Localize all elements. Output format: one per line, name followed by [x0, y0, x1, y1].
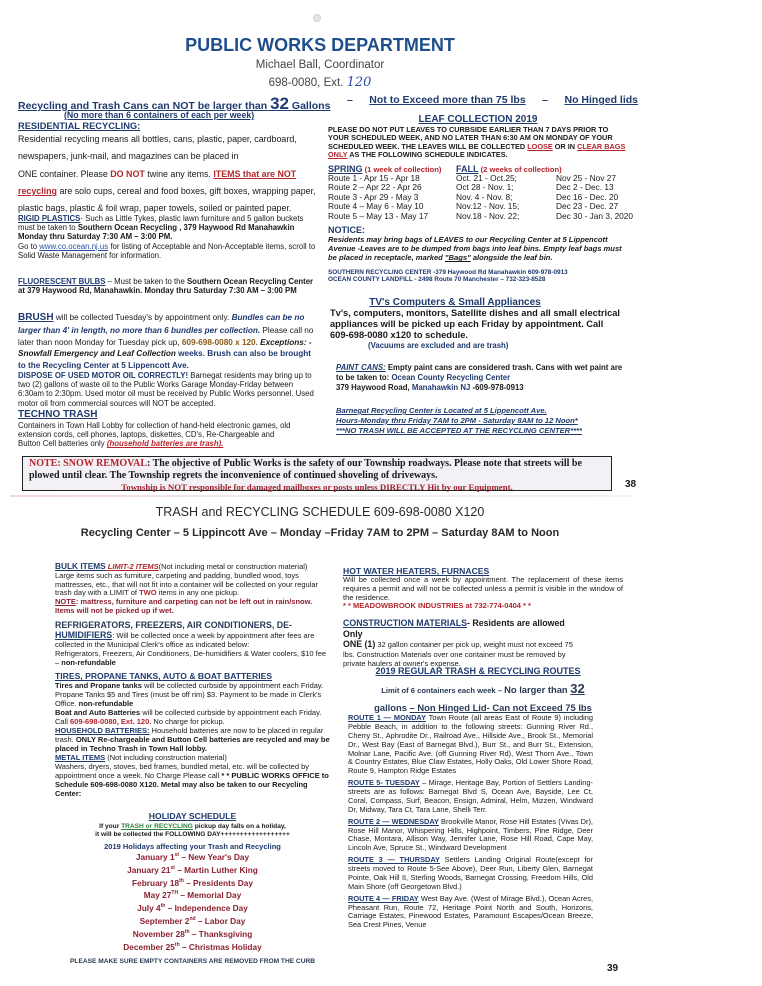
- recycling-emphasis: recycling: [18, 186, 57, 197]
- text-bold: Tires and Propane tanks: [55, 681, 142, 691]
- text: – Must be taken to the: [105, 277, 187, 286]
- motor-oil-heading: DISPOSE OF USED MOTOR OIL CORRECTLY!: [18, 371, 189, 380]
- construction-materials-section: [343, 618, 583, 668]
- text: Containers in Town Hall Lobby for collection of hand-held electronic games, old extension cords, cell phones, laptops, diskettes, CD's, Re-Chargeable and Button Cell batteries only: [18, 420, 291, 449]
- barnegat-recycling-center-info: [336, 406, 636, 436]
- text: OR IN: [552, 141, 578, 151]
- table-cell: Nov.12 - Nov. 15;: [456, 201, 520, 212]
- table-cell: Dec 30 - Jan 3, 2020: [556, 210, 634, 221]
- leaf-collection-section: [328, 114, 634, 283]
- snow-label: NOTE: SNOW REMOVAL: [29, 458, 147, 469]
- holiday-name: – Martin Luther King: [174, 864, 258, 875]
- weight-limit: Not to Exceed more than 75 lbs: [369, 94, 526, 106]
- text: Please call no later than noon Monday for Tuesday pick up,: [18, 326, 314, 347]
- text: will be collected Tuesday's by appointment only.: [53, 313, 232, 322]
- table-cell: Nov.18 - Nov. 22;: [456, 210, 520, 221]
- fall-note: (2 weeks of collection): [478, 164, 562, 174]
- bags-label: "Bags": [444, 253, 471, 263]
- tv-appliances-section: [330, 297, 620, 350]
- landfill-contact: OCEAN COUNTY LANDFILL - 2498 Route 70 Manchester – 732-323-8528: [328, 275, 546, 283]
- leaf-schedule-table: [328, 172, 634, 222]
- vacuum-note: (Vacuums are excluded and are trash): [368, 340, 509, 350]
- holiday-item: [55, 889, 330, 902]
- tires-phone: 609-698-0080, Ext. 120.: [70, 717, 152, 727]
- items-not-emphasis: ITEMS that are NOT: [213, 168, 297, 179]
- text-bold: Southern Ocean Recycling , 379 Haywood Rd Manahawkin Monday thru Saturday 7:30 AM – 3:00 PM.: [18, 223, 295, 242]
- motor-oil-section: [18, 371, 318, 408]
- construction-heading: CONSTRUCTION MATERIALS: [343, 618, 467, 628]
- holiday-name: – Memorial Day: [178, 890, 242, 901]
- text-italic: Bundles can be no larger than 4' in length, no more than 6 bundles per collection.: [18, 313, 305, 336]
- tires-batteries-section: [55, 671, 330, 798]
- text: - Such as Little Tykes, plastic lawn furniture and 5 gallon buckets must be taken to: [18, 214, 304, 233]
- snow-main: [29, 458, 605, 482]
- route-label: ROUTE 4 — FRIDAY: [348, 893, 419, 903]
- holiday-item: [55, 851, 330, 864]
- routes-list: [348, 714, 593, 930]
- holiday-schedule-section: [55, 811, 330, 965]
- metal-heading: METAL ITEMS: [55, 753, 106, 763]
- text: Washers, dryers, stoves, bed frames, bundled metal, etc. will be collected by appointment once a week. No Charge Please call: [55, 762, 310, 781]
- rigid-plastics-section: [18, 214, 318, 260]
- techno-trash-section: [18, 409, 298, 448]
- table-cell: Route 4 – May 6 - May 10: [328, 201, 424, 212]
- table-cell: Route 1 - Apr 15 - Apr 18: [328, 172, 420, 183]
- page-title: PUBLIC WORKS DEPARTMENT: [185, 35, 455, 55]
- text: Limit of 6 containers each week –: [381, 686, 505, 695]
- snow-disclaimer: Township is NOT responsible for damaged mailboxes or posts unless DIRECTLY Hit by our Equipment.: [121, 482, 513, 492]
- text: AS THE FOLLOWING SCHEDULE INDICATES.: [347, 150, 508, 160]
- text-bold: weeks. Brush can also be brought to the Recycling Center at 5 Lippencott Ave.: [18, 349, 312, 371]
- southern-recycling-contact: SOUTHERN RECYCLING CENTER -379 Haywood Rd Manahawkin 609-978-0913: [328, 268, 568, 276]
- rigid-heading: RIGID PLASTICS: [18, 214, 81, 223]
- ordinal: nd: [189, 916, 196, 923]
- text: Large items such as furniture, carpeting and padding, bundled wood, toys mattresses, etc., that will not fit into a container will be collected on your regular trash day with a LIMIT of: [55, 570, 319, 598]
- text: Household batteries are now to be placed in regular trash.: [55, 726, 324, 745]
- notice-body: [328, 235, 628, 262]
- containers-note: (No more than 6 containers of each per week): [64, 110, 255, 120]
- holiday-item: [55, 915, 330, 928]
- ordinal: th: [179, 877, 184, 884]
- residential-line: newspapers, junk-mail, and magazines can be placed in: [18, 151, 239, 162]
- holiday-name: – New Year's Day: [179, 851, 250, 862]
- holiday-heading: HOLIDAY SCHEDULE: [148, 811, 237, 821]
- route-item: [348, 895, 593, 931]
- brush-phone: 609-698-0080 x 120.: [181, 337, 258, 347]
- meadowbrook-contact: * * MEADOWBROOK INDUSTRIES at 732-774-0404 * *: [343, 601, 531, 611]
- text: 379 Haywood Road,: [336, 383, 412, 393]
- residential-line: plastic bags, plastic & foil wrap, paper towels, soiled or painted paper.: [18, 203, 292, 214]
- schedule-subtitle: Recycling Center – 5 Lippincott Ave – Monday –Friday 7AM to 2PM – Saturday 8AM to Noon: [80, 527, 560, 539]
- table-cell: Route 2 – Apr 22 - Apr 26: [328, 182, 422, 193]
- schedule-title: TRASH and RECYCLING SCHEDULE 609-698-0080 X120: [155, 505, 485, 519]
- text: ONE container. Please: [18, 168, 111, 179]
- text: No charge for pickup.: [151, 717, 225, 727]
- coordinator-name: Michael Ball, Coordinator: [255, 59, 385, 71]
- residential-line: Residential recycling means all bottles, cans, plastic, paper, cardboard,: [18, 134, 297, 144]
- size-limit-text: Recycling and Trash Cans can NOT be larger than: [18, 100, 268, 112]
- text: Residents may bring bags of LEAVES to our Recycling Center at 5 Lippencott Avenue -Leaves are to be dumped from bags into leaf bins. Empty leaf bags must be placed in receptacle, marked: [328, 235, 622, 263]
- fluorescent-heading: FLUORESCENT BULBS: [18, 277, 106, 286]
- holiday-name: – Thanksgiving: [189, 928, 253, 939]
- tv-body: Tv's, computers, monitors, Satellite dishes and all small electrical appliances will be picked up each Friday by appointment. Call 609-698-0080 x120 to schedule.: [330, 308, 621, 340]
- snow-removal-notice: [22, 456, 612, 491]
- routes-heading: 2019 REGULAR TRASH & RECYCLING ROUTES: [375, 666, 581, 676]
- text: : Will be collected once a week by appointment after fees are collected in the Municipal Clerk's office as indicated below:: [55, 631, 315, 650]
- route-label: ROUTE 5- TUESDAY: [348, 778, 420, 788]
- text: No larger than: [504, 684, 571, 695]
- table-cell: Nov. 4 - Nov. 8;: [456, 191, 513, 202]
- text-italic: Exceptions: - Snowfall Emergency and Leaf Collection: [18, 337, 312, 359]
- residential-line: [18, 183, 318, 200]
- handwritten-extension: 120: [346, 75, 372, 90]
- clear-bags-emphasis: CLEAR BAGS ONLY: [328, 141, 626, 160]
- text: it will be collected the FOLLOWING DAY++++++++++++++++++: [95, 830, 290, 838]
- holiday-item: [55, 877, 330, 890]
- text: PLEASE DO NOT PUT LEAVES TO CURBSIDE EARLIER THAN 7 DAYS PRIOR TO YOUR SCHEDULED WEEK, AND NO LATER THAN 6:30 AM ON MONDAY OF YOUR SCHEDULED WEEK. THE LEAVES WILL BE COLLECTED: [328, 125, 613, 151]
- note-label: NOTE: [55, 597, 76, 607]
- table-cell: Oct. 21 - Oct.25;: [456, 172, 517, 183]
- spring-note: (1 week of collection): [362, 164, 442, 174]
- paint-heading: PAINT CANS:: [336, 363, 386, 372]
- route-item: [348, 856, 593, 892]
- holiday-rule: [55, 823, 330, 839]
- gallons-number: 32: [270, 94, 289, 113]
- ordinal: th: [184, 929, 190, 936]
- leaf-heading: LEAF COLLECTION 2019: [418, 114, 538, 125]
- page-divider: [10, 495, 630, 497]
- center-hours: Hours-Monday thru Friday 7AM to 2PM - Saturday 8AM to 12 Noon*: [336, 415, 578, 425]
- holiday-item: [55, 864, 330, 877]
- route-label: ROUTE 3 — THURSDAY: [348, 855, 440, 865]
- text: Empty paint cans are considered trash. Cans with wet paint are to be taken to:: [336, 363, 623, 383]
- routes-section: [343, 666, 623, 715]
- tv-heading: TV's Computers & Small Appliances: [369, 297, 541, 308]
- holiday-item: [55, 902, 330, 915]
- text: alongside the leaf bin.: [470, 253, 553, 263]
- separator-dash: –: [542, 94, 548, 106]
- text: Will be collected once a week by appointment. The replacement of these items requires a permit and will not be collected unless a permit is visible in the window of the residence.: [343, 575, 623, 602]
- route-streets: – Mirage, Heritage Bay, Portion of Settlers Landing-streets are as follows: Barnegat Blvd S, Ocean Ave, Bayside, Lee Ct, Coral, Compass, Surf, Beacon, Ensign, Admiral, Helm, Mizzen, Windward Dr, Midway, Tara Ct, Tara Lane, Shelli Terr.: [348, 778, 593, 814]
- holiday-date: February 18: [132, 877, 180, 888]
- fall-label: FALL: [456, 163, 479, 174]
- text-bold: * * PUBLIC WORKS OFFICE to Schedule 609-698-0080 X120. Metal may also be taken to our Recycling Center:: [55, 771, 329, 799]
- holiday-name: – Independence Day: [165, 903, 248, 914]
- holiday-date: December 25: [123, 941, 175, 952]
- route-item: [348, 779, 593, 815]
- route-streets: Settlers Landing Original Route(except for streets moved to Route 5-See Above), Deer Run, Liberty Glen, Barnegat Pointe, Oak Hill II, Sterling Woods, Barnegat Crossing, Freedom Hills, Old Main Shore (off Georgetown Blvd.): [348, 855, 593, 891]
- center-location: Barnegat Recycling Center is Located at 5 Lippencott Ave.: [336, 406, 547, 415]
- text: -609-978-0913: [470, 383, 524, 393]
- punch-hole-mark: [313, 14, 321, 22]
- hot-water-heaters-section: [343, 566, 623, 611]
- text-bold: - Residents are allowed Only: [343, 618, 565, 639]
- coordinator-phone: [0, 75, 640, 90]
- text-bold: Southern Ocean Recycling Center at 379 Haywood Rd, Manahawkin. Monday thru Saturday 7:30 AM – 3:00 PM: [18, 277, 314, 296]
- bulk-heading: BULK ITEMS: [55, 561, 106, 571]
- route-streets: Brookville Manor, Rose Hill Estates (Vivas Dr), Rose Hill Manor, Whispering Hills, Highpoint, Timbers, Pine Ridge, Deer Chase, Montara, Allison Way, Jennifer Lane, Rose Hill Road, Cape May, Lincoln Ave, Spruce St., Windward Development: [348, 816, 593, 853]
- holiday-item: [55, 941, 330, 954]
- holiday-name: – Presidents Day: [183, 877, 253, 888]
- spring-label: SPRING: [328, 163, 363, 174]
- holiday-name: – Labor Day: [195, 916, 246, 927]
- holiday-date: January 1: [135, 851, 175, 862]
- tires-heading: TIRES, PROPANE TANKS, AUTO & BOAT BATTERIES: [55, 671, 273, 681]
- fridge-heading-2: HUMIDIFIERS: [55, 630, 113, 641]
- snow-text: : The objective of Public Works is the safety of our Township roadways. Please note that streets will be plowed until clear. The Township regrets the inconvenience of continued shoveling of driveways.: [29, 458, 582, 481]
- brush-heading: BRUSH: [18, 312, 54, 323]
- holiday-item: [55, 928, 330, 941]
- no-trash-notice: ***NO TRASH WILL BE ACCEPTED AT THE RECYCLING CENTER****: [336, 425, 582, 435]
- ordinal: th: [174, 942, 180, 949]
- text: are solo cups, cereal and food boxes, gift boxes, wrapping paper,: [56, 186, 316, 197]
- note-text: : mattress, furniture and carpeting can not be left out in rain/snow. Items will not be picked up if wet.: [55, 597, 313, 615]
- route-item: [348, 818, 593, 854]
- table-cell: Route 3 - Apr 29 - May 3: [328, 191, 419, 202]
- text-bold: non-refundable: [78, 699, 134, 709]
- text: (Not including metal or construction material): [158, 562, 308, 571]
- residential-body: [18, 131, 318, 218]
- refrigerators-section: [55, 620, 330, 667]
- leaf-instructions: [328, 126, 628, 160]
- text: for listing of Acceptable and Non-Acceptable items, scroll to Solid Waste Management for information.: [18, 241, 316, 260]
- table-cell: Dec 2 - Dec. 13: [556, 182, 614, 193]
- text: twine any items.: [144, 168, 214, 179]
- residential-heading: RESIDENTIAL RECYCLING:: [18, 121, 141, 131]
- text: (Not including construction material): [105, 753, 227, 763]
- lid-rule: No Hinged lids: [564, 94, 638, 106]
- text: 32 gallon container per pick up, weight must not exceed 75 lbs. Construction Materials over one container must be removed by private haulers at owner's expense.: [343, 640, 573, 668]
- ordinal: th: [160, 903, 166, 910]
- route-streets: West Bay Ave. (West of Mirage Blvd.), Ocean Acres, Pheasant Run, Route 72, Heritage Point North and South, Horizons, Carriage Estates, Pinewood Estates, Paramount Escapes/Ocean Breeze, Sea Crest Pines, Venue: [348, 893, 593, 930]
- household-heading: HOUSEHOLD BATTERIES:: [55, 726, 150, 736]
- table-cell: Dec 16 - Dec. 20: [556, 191, 619, 202]
- recycling-center-name: Ocean County Recycling Center: [391, 373, 511, 383]
- loose-emphasis: LOOSE: [527, 141, 553, 151]
- fluorescent-bulbs-section: [18, 277, 318, 295]
- route-streets: Town Route (all areas East of Route 9) including Pebble Beach, in addition to the following streets: Gunning River Rd., Cherry St., Aphrodite Dr., Railroad Ave., Hillside Ave., Brook St., Memorial Dr., West Bay (East of Barnegat Blvd.), Burr St., and Burr St., Extension, Molnar Lane, Pacific Ave. (off Gunning River Rd), West Thorn Ave., Town & Country Estates, Blue Claw Estates, Holly Oaks, Old Lower Shore Road, Route 9, Hampton Ridge Estates: [348, 713, 593, 776]
- text: will be collected curbside by appointment each Friday. Call: [55, 708, 322, 727]
- holiday-name: – Christmas Holiday: [179, 941, 262, 952]
- separator-dash: –: [346, 94, 353, 106]
- text: pickup day falls on a holiday,: [192, 823, 286, 830]
- page-number-39: 39: [607, 963, 619, 974]
- paint-cans-section: [336, 363, 626, 393]
- gallons-label: Gallons: [291, 100, 331, 112]
- text: – Non Hinged Lid- Can not Exceed 75 lbs: [409, 701, 592, 713]
- containers-removal-footer: PLEASE MAKE SURE EMPTY CONTAINERS ARE REMOVED FROM THE CURB: [70, 957, 315, 965]
- text: items in any one pickup.: [156, 588, 240, 598]
- ordinal: TH: [171, 890, 179, 897]
- holiday-date: January 21: [127, 864, 171, 875]
- text-bold: ONLY Re-chargeable and Button Cell batteries are recycled and may be placed in Techno Trash in Town Hall lobby.: [55, 735, 330, 754]
- text: will be collected curbside by appointment each Friday. Propane Tanks $5 and Tires (must be off rim) $3. Payment to be made in Clerk's Office.: [55, 681, 324, 709]
- notice-heading: NOTICE:: [328, 225, 365, 236]
- table-cell: Route 5 – May 13 - May 17: [328, 210, 429, 221]
- techno-heading: TECHNO TRASH: [18, 409, 98, 420]
- holiday-date: July 4: [137, 903, 161, 914]
- gallon-number: 32: [570, 681, 585, 696]
- trash-recycling-label: TRASH or RECYCLING: [121, 823, 193, 830]
- holiday-subheading: 2019 Holidays affecting your Trash and Recycling: [104, 841, 281, 851]
- route-label: ROUTE 2 — WEDNESDAY: [348, 816, 439, 826]
- table-cell: Oct 28 - Nov. 1;: [456, 182, 514, 193]
- text-bold: Boat and Auto Batteries: [55, 708, 141, 718]
- holiday-date: November 28: [132, 928, 185, 939]
- two-emphasis: TWO: [139, 588, 157, 598]
- text-red: (household batteries are trash).: [106, 439, 224, 449]
- residential-line: [18, 166, 318, 183]
- ordinal: st: [170, 864, 175, 871]
- hot-water-heading: HOT WATER HEATERS, FURNACES: [343, 566, 490, 576]
- route-item: [348, 714, 593, 776]
- ordinal: st: [174, 852, 180, 859]
- table-cell: Nov 25 - Nov 27: [556, 172, 616, 183]
- bulk-limit: LIMIT-2 ITEMS: [105, 562, 159, 571]
- text: If your: [99, 823, 122, 830]
- brush-section: [18, 311, 320, 372]
- text: Refrigerators, Freezers, Air Conditioners, De-humidifiers & Water coolers, $10 fee –: [55, 648, 327, 667]
- routes-limits: [343, 680, 623, 715]
- table-cell: Dec 23 - Dec. 27: [556, 201, 619, 212]
- text: Barnegat residents may bring up to two (2) gallons of waste oil to the Public Works Garage Monday-Friday between 6:30am to 2:30pm. Used motor oil must be received by Public Works personnel. Used motor oil from commercial sources will NOT be accepted.: [18, 371, 314, 408]
- fridge-heading: REFRIGERATORS, FREEZERS, AIR CONDITIONERS, DE-: [55, 620, 292, 630]
- phone-prefix: 698-0080, Ext.: [268, 77, 344, 89]
- route-label: ROUTE 1 — MONDAY: [348, 713, 426, 722]
- text-bold: non-refundable: [61, 657, 116, 667]
- ocean-county-link[interactable]: www.co.ocean.nj.us: [39, 241, 109, 251]
- holiday-list: [55, 851, 330, 954]
- residential-recycling-section: [18, 121, 318, 218]
- bulk-items-section: [55, 562, 330, 616]
- holiday-date: May 27: [143, 890, 172, 901]
- do-not-emphasis: DO NOT: [110, 168, 145, 179]
- text: Go to: [18, 241, 40, 251]
- text: gallons: [374, 701, 410, 713]
- holiday-date: September 2: [139, 916, 190, 927]
- page-number-38: 38: [625, 479, 637, 490]
- text-bold: ONE (1): [343, 639, 376, 650]
- text: Manahawkin NJ: [411, 383, 471, 393]
